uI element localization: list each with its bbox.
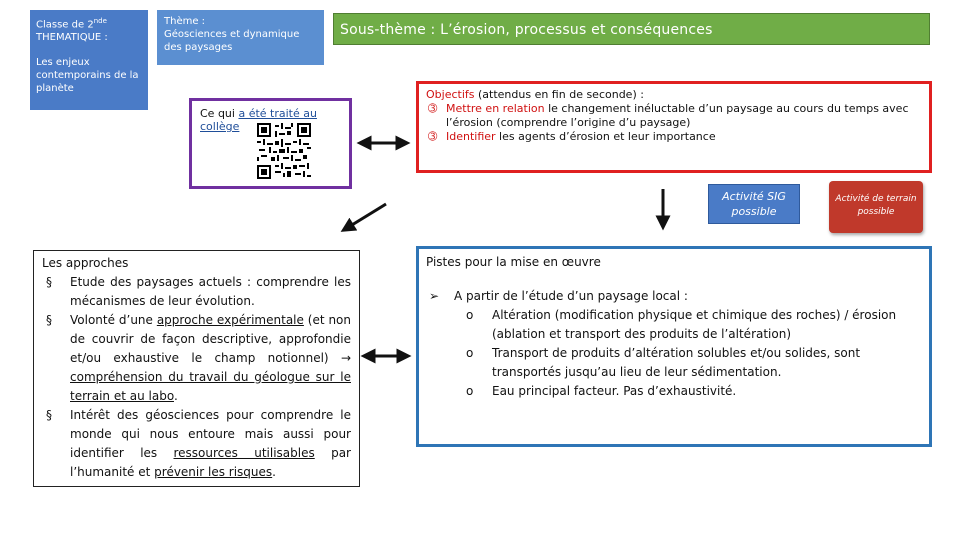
approche-item: § Etude des paysages actuels : comprendre les mécanismes de leur évolution. — [46, 275, 351, 308]
pistes-title: Pistes pour la mise en œuvre — [426, 255, 601, 269]
objectifs-title: Objectifs (attendus en fin de seconde) : — [426, 88, 644, 101]
theme-text: Géosciences et dynamique des paysages — [164, 29, 300, 53]
square-bullet-icon: § — [46, 408, 52, 422]
pistes-main-item: ➢ A partir de l’étude d’un paysage local : — [426, 287, 922, 306]
approche-item: § Volonté d’une approche expérimentale (et non de couvrir de façon descriptive, approfondie et/ou exhaustive le champ notionnel) → compréhension du travail du géologue sur le terrain et au labo. — [46, 313, 351, 403]
pistes-sub-item: o Transport de produits d’altération solubles et/ou solides, sont transportés jusqu’au lieu de leur sédimentation. — [466, 346, 861, 379]
square-bullet-icon: § — [46, 313, 52, 327]
thematique-label: THEMATIQUE : — [36, 32, 108, 44]
pistes-sub-item: o Altération (modification physique et chimique des roches) / érosion (ablation et transport des produits de l’altération) — [466, 308, 897, 341]
objectif-item: ➂ Mettre en relation le changement inéluctable d’un paysage au cours du temps avec l’érosion (comprendre l’origine d’u paysage) — [428, 102, 909, 129]
arrow-down-left — [347, 204, 386, 228]
pistes-sub-item: o Eau principal facteur. Pas d’exhaustivité. — [426, 382, 922, 401]
classe-label: Classe de 2nde — [36, 17, 107, 31]
objectif-item: ➂ Identifier les agents d’érosion et leur importance — [428, 130, 716, 143]
square-bullet-icon: § — [46, 275, 52, 289]
circled-arrow-icon: ➂ — [428, 102, 438, 115]
circle-bullet-icon: o — [466, 384, 474, 398]
circle-bullet-icon: o — [466, 346, 474, 360]
approche-item: § Intérêt des géosciences pour comprendre le monde qui nous entoure mais aussi pour identifier les ressources utilisables par l’humanité et prévenir les risques. — [46, 408, 351, 479]
circled-arrow-icon: ➂ — [428, 130, 438, 143]
activite-terrain-button[interactable]: Activité de terrain possible — [829, 181, 923, 233]
college-text: Ce qui — [200, 107, 239, 120]
enjeux-text: Les enjeux contemporains de la planète — [36, 57, 139, 95]
activite-sig-box: Activité SIG possible — [708, 184, 800, 224]
approches-title: Les approches — [42, 256, 129, 270]
circle-bullet-icon: o — [466, 308, 474, 322]
sous-theme-banner: Sous-thème : L’érosion, processus et conséquences — [333, 13, 930, 45]
arrowhead-bullet-icon: ➢ — [429, 289, 440, 303]
college-link[interactable]: a été traité au collège — [200, 107, 317, 133]
theme-label: Thème : — [164, 16, 206, 27]
